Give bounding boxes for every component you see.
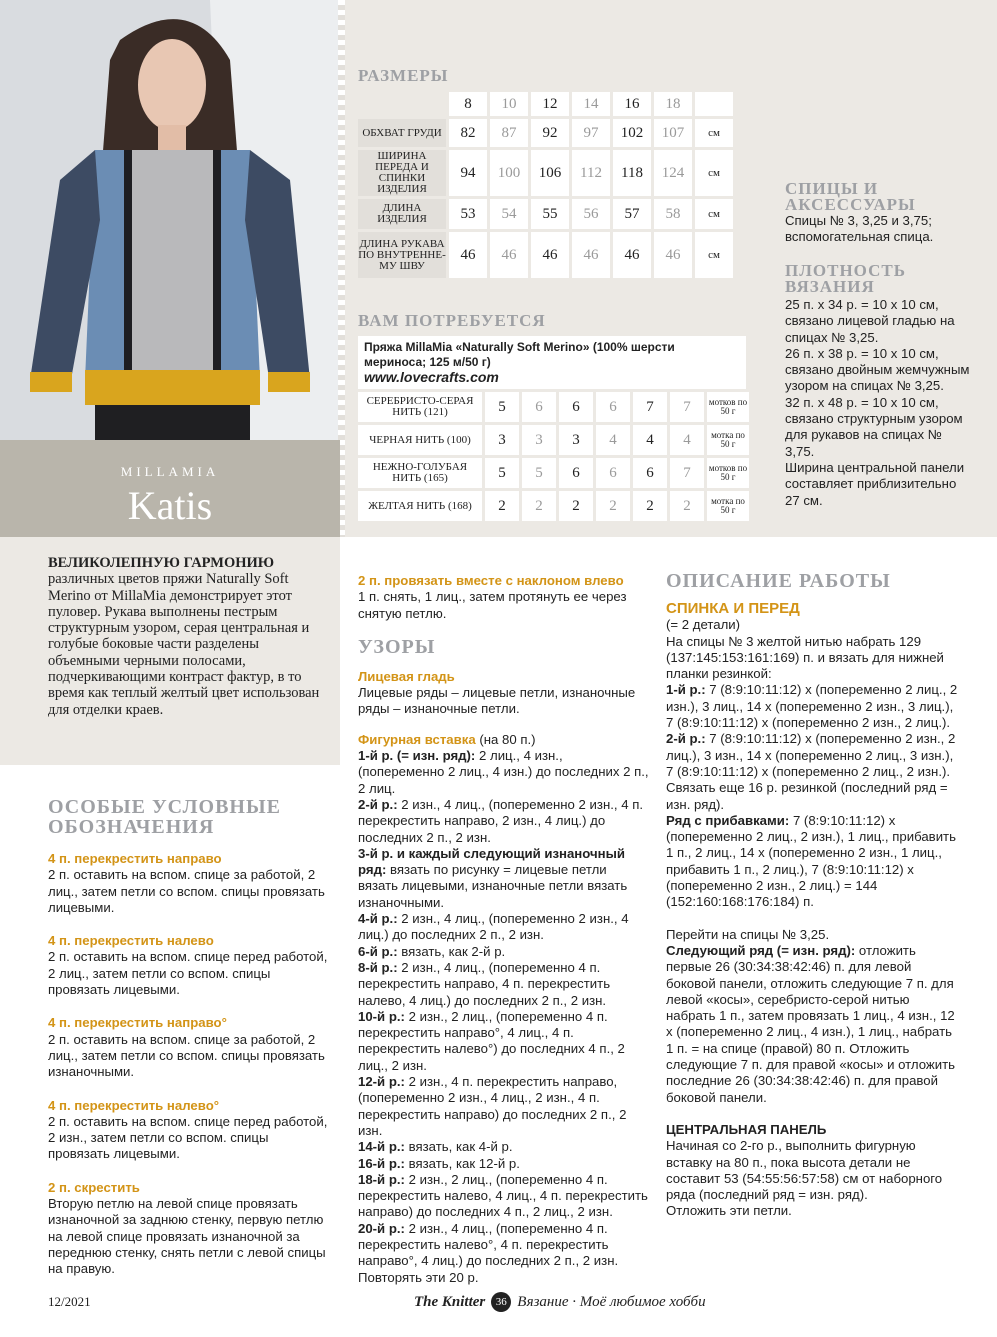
row-label: Следующий ряд (= изн. ряд): xyxy=(666,942,856,958)
row-text: 2 изн., 4 лиц., (попеременно 4 п. перекрестить налево°, 4 п. перекрестить направо°, 4 лиц.) до последних 2 п., 2 изн. xyxy=(358,1220,619,1269)
size-header: 8 xyxy=(449,92,487,116)
cast-on: На спицы № 3 желтой нитью набрать 129 (137:145:153:161:169) п. и вязать для нижней планки резинкой: xyxy=(666,633,944,682)
cell: 7 xyxy=(670,458,704,488)
insert-row xyxy=(358,1156,650,1172)
needles-block xyxy=(785,181,985,246)
cell: 2 xyxy=(559,491,593,521)
row-label: Ряд с прибавками: xyxy=(666,812,790,828)
yarn-intro: Пряжа MillaMia «Naturally Soft Merino» (100% шерсти мериноса; 125 м/50 г) xyxy=(364,340,675,369)
row-text: отложить первые 26 (30:34:38:42:46) п. для левой боковой панели, отложить следующие 7 п. для левой «косы», серебристо-серой нитью набрать 1 п., затем провязать 1 лиц., 4 изн., 12 х (попеременно 2 лиц., 4 изн.), 1 лиц., набрать 1 п. = на спице (правой) 80 п. Отложить следующие 7 п. для правой «косы» и отложить последние 26 (30:34:38:42:46) п. для правой боковой панели. xyxy=(666,942,956,1105)
row-label: ДЛИНА РУКАВА ПО ВНУТРЕННЕ-МУ ШВУ xyxy=(358,232,446,278)
cell: 100 xyxy=(490,150,528,196)
page-number: 36 xyxy=(491,1292,511,1312)
brand-box xyxy=(0,440,340,537)
symbol-text: 2 п. оставить на вспом. спице за работой, 2 лиц., затем петли со вспом. спицы провязать изнаночными. xyxy=(48,1031,325,1080)
yarn-table xyxy=(355,389,752,524)
row-label: 4-й р.: xyxy=(358,911,398,927)
row-label: 18-й р.: xyxy=(358,1171,405,1187)
row-label: 2-й р.: xyxy=(666,731,706,747)
cell: 46 xyxy=(613,232,651,278)
yarn-header xyxy=(358,336,746,389)
symbols-block xyxy=(48,797,330,1278)
row-text: вязать, как 12-й р. xyxy=(408,1155,520,1171)
size-header: 18 xyxy=(654,92,692,116)
insert-row xyxy=(358,960,650,1009)
row-label: НЕЖНО-ГОЛУБАЯ НИТЬ (165) xyxy=(358,458,482,488)
unit-cell: см xyxy=(695,199,733,229)
unit-cell: мотка по 50 г xyxy=(707,425,749,455)
back-note: (= 2 детали) xyxy=(666,617,741,633)
symbol-text: Вторую петлю на левой спице провязать изнаночной за заднюю стенку, первую петлю на левой спице провязать изнаночной за переднюю стенку, снять петли с левой спицы на правую. xyxy=(48,1196,326,1277)
row-label: ЖЕЛТАЯ НИТЬ (168) xyxy=(358,491,482,521)
work-title: ОПИСАНИЕ РАБОТЫ xyxy=(666,570,891,592)
cell: 46 xyxy=(531,232,569,278)
cell: 46 xyxy=(654,232,692,278)
sizes-table xyxy=(355,89,736,281)
patterns-title: УЗОРЫ xyxy=(358,635,436,658)
work-column xyxy=(666,570,958,1220)
size-header: 16 xyxy=(613,92,651,116)
symbol-text: 2 п. оставить на вспом. спице за работой, 2 лиц., затем петли со вспом. спицы провязать лицевыми. xyxy=(48,867,325,915)
cell: 112 xyxy=(572,150,610,196)
row-label: 10-й р.: xyxy=(358,1008,405,1024)
cell: 56 xyxy=(572,199,610,229)
cell: 2 xyxy=(670,491,704,521)
row-label: 6-й р.: xyxy=(358,943,398,959)
row-text: вязать по рисунку = лицевые петли вязать лицевыми, изнаночные петли вязать изнаночными. xyxy=(358,862,628,910)
footer-magazine xyxy=(414,1292,706,1312)
cell: 6 xyxy=(633,458,667,488)
sizes-corner xyxy=(358,92,446,116)
row-text: 7 (8:9:10:11:12) х (попеременно 2 изн., 2 лиц.), 3 изн., 14 х (попеременно 2 лиц., 3 изн.), 7 (8:9:10:11:12) х (попеременно 2 лиц., 2 изн.). xyxy=(666,731,956,779)
intro-body: различных цветов пряжи Naturally Soft Merino от MillaMia демонстрирует этот пуловер. Рукава выполнены пестрым структурным узором, серая центральная и голубые боковые части разделены объемными черными полосами, подчеркивающими контраст фактур, в то время как теплый желтый цвет использован для отделки краев. xyxy=(48,571,320,718)
cell: 118 xyxy=(613,150,651,196)
row-label: 8-й р.: xyxy=(358,959,398,975)
cell: 46 xyxy=(449,232,487,278)
cell: 107 xyxy=(654,119,692,147)
size-header: 10 xyxy=(490,92,528,116)
need-title: ВАМ ПОТРЕБУЕТСЯ xyxy=(358,311,546,330)
switch-needles: Перейти на спицы № 3,25. xyxy=(666,926,830,942)
row-text: 2 изн., 4 лиц., (попеременно 2 изн., 4 п. перекрестить направо, 2 изн., 4 лиц.) до последних 2 п., 2 изн. xyxy=(358,796,644,845)
insert-row xyxy=(358,846,650,911)
row-label: 12-й р.: xyxy=(358,1074,405,1090)
unit-cell: см xyxy=(695,150,733,196)
cell: 55 xyxy=(531,199,569,229)
row-text: 7 (8:9:10:11:12) х (попеременно 2 лиц., 2 изн.), 1 лиц., прибавить 1 п., 2 лиц., 14 х (попеременно 2 изн., 1 лиц., прибавить 1 п., 2 лиц.), 7 (8:9:10:11:12) х (попеременно 2 изн., 2 лиц.) = 144 (152:160:168:176:184) п. xyxy=(666,812,956,910)
row-text: вязать, как 4-й р. xyxy=(408,1139,513,1155)
cell: 4 xyxy=(633,425,667,455)
cell: 92 xyxy=(531,119,569,147)
symbol-term: 4 п. перекрестить направо° xyxy=(48,1015,227,1031)
insert-row xyxy=(358,1139,650,1155)
center-text: Начиная со 2-го р., выполнить фигурную вставку на 80 п., пока высота детали не составит 53 (54:55:56:57:58) см от наборного ряда (последний ряд = изн. ряд). xyxy=(666,1138,943,1203)
table-row xyxy=(358,199,733,229)
cell: 54 xyxy=(490,199,528,229)
density-line: 26 п. х 38 р. = 10 х 10 см, связано двойным жемчужным узором на спицах № 3,25. xyxy=(785,345,970,394)
row-text: 7 (8:9:10:11:12) х (попеременно 2 лиц., 2 изн.), 3 лиц., 14 х (попеременно 2 изн., 3 лиц.), 7 (8:9:10:11:12) х (попеременно 2 изн., 2 лиц.). xyxy=(666,682,958,731)
table-row xyxy=(358,150,733,196)
symbols-title: ОСОБЫЕ УСЛОВНЫЕ ОБОЗНАЧЕНИЯ xyxy=(48,796,281,838)
insert-note: (на 80 п.) xyxy=(479,731,536,747)
cell: 2 xyxy=(633,491,667,521)
row-label: 20-й р.: xyxy=(358,1220,405,1236)
density-line: 32 п. х 48 р. = 10 х 10 см, связано структурным узором для рукавов на спицах № 3,75. xyxy=(785,394,963,459)
cell: 2 xyxy=(596,491,630,521)
patterns-column xyxy=(358,573,650,1286)
table-row xyxy=(358,119,733,147)
cell: 57 xyxy=(613,199,651,229)
density-line: 25 п. х 34 р. = 10 х 10 см, связано лицевой гладью на спицах № 3,25. xyxy=(785,297,955,345)
row-text: 2 изн., 4 лиц., (попеременно 2 изн., 4 лиц.) до последних 2 п., 2 изн. xyxy=(358,911,629,943)
row-label: 3-й р. и каждый следующий изнаночный ряд: xyxy=(358,845,625,878)
row-label: 1-й р.: xyxy=(666,682,706,698)
stockinette-text: Лицевые ряды – лицевые петли, изнаночные ряды – изнаночные петли. xyxy=(358,685,636,717)
unit-cell: см xyxy=(695,119,733,147)
cell: 58 xyxy=(654,199,692,229)
density-title: ПЛОТНОСТЬ ВЯЗАНИЯ xyxy=(785,261,906,296)
symbol-term: 2 п. скрестить xyxy=(48,1179,140,1195)
cell: 3 xyxy=(485,425,519,455)
cell: 6 xyxy=(522,392,556,422)
cell: 94 xyxy=(449,150,487,196)
cell: 97 xyxy=(572,119,610,147)
symbol-text: 2 п. оставить на вспом. спице перед работой, 2 изн., затем петли со вспом. спицы провязать лицевыми. xyxy=(48,1113,328,1162)
table-row xyxy=(358,491,749,521)
cell: 7 xyxy=(633,392,667,422)
insert-row xyxy=(358,1221,650,1270)
needles-title: СПИЦЫ И АКСЕССУАРЫ xyxy=(785,179,916,214)
cell: 6 xyxy=(559,392,593,422)
cell: 46 xyxy=(490,232,528,278)
brand-name: MILLAMIA xyxy=(120,464,220,479)
row-label: 14-й р.: xyxy=(358,1139,405,1155)
cell: 3 xyxy=(559,425,593,455)
density-line: Ширина центральной панели составляет приблизительно 27 см. xyxy=(785,459,965,508)
symbol-term: 4 п. перекрестить направо xyxy=(48,851,222,866)
cell: 124 xyxy=(654,150,692,196)
size-header: 14 xyxy=(572,92,610,116)
center-title: ЦЕНТРАЛЬНАЯ ПАНЕЛЬ xyxy=(666,1121,827,1137)
row-text: 2 изн., 2 лиц., (попеременно 4 п. перекрестить налево, 4 лиц., 4 п. перекрестить направо) до последних 4 п., 2 лиц., 2 изн. xyxy=(358,1171,648,1220)
row-label: ШИРИНА ПЕРЕДА И СПИНКИ ИЗДЕЛИЯ xyxy=(358,150,446,196)
table-row xyxy=(358,232,733,278)
unit-cell: мотков по 50 г xyxy=(707,458,749,488)
symbol-term: 4 п. перекрестить налево° xyxy=(48,1097,220,1113)
row-text: 2 изн., 4 лиц., (попеременно 4 п. перекрестить направо, 4 п. перекрестить налево, 4 лиц.) до последних 2 п., 2 изн. xyxy=(358,959,611,1008)
intro-text xyxy=(48,555,328,718)
density-block xyxy=(785,263,970,509)
row-text: 2 изн., 2 лиц., (попеременно 4 п. перекрестить направо°, 4 лиц., 4 п. перекрестить налево°) до последних 4 п., 2 лиц., 2 изн. xyxy=(358,1008,625,1073)
cell: 7 xyxy=(670,392,704,422)
cell: 102 xyxy=(613,119,651,147)
cell: 3 xyxy=(522,425,556,455)
center-end: Отложить эти петли. xyxy=(666,1203,792,1219)
insert-row xyxy=(358,1009,650,1074)
cell: 4 xyxy=(670,425,704,455)
back-title: СПИНКА И ПЕРЕД xyxy=(666,600,800,617)
insert-row xyxy=(358,748,650,797)
cell: 106 xyxy=(531,150,569,196)
k2tog-text: 1 п. снять, 1 лиц., затем протянуть ее через снятую петлю. xyxy=(358,589,627,621)
size-header: 12 xyxy=(531,92,569,116)
symbol-term: 4 п. перекрестить налево xyxy=(48,933,214,949)
row-label: 1-й р. (= изн. ряд): xyxy=(358,748,476,764)
sizes-title: РАЗМЕРЫ xyxy=(358,66,449,85)
cell: 2 xyxy=(522,491,556,521)
cell: 5 xyxy=(485,392,519,422)
magazine-name: The Knitter xyxy=(414,1293,486,1310)
row-text: вязать, как 2-й р. xyxy=(401,943,506,959)
cell: 46 xyxy=(572,232,610,278)
table-row xyxy=(358,392,749,422)
magazine-tagline: Вязание · Моё любимое хобби xyxy=(517,1293,706,1310)
more-rows: Связать еще 16 р. резинкой (последний ряд = изн. ряд). xyxy=(666,780,948,812)
insert-row xyxy=(358,797,650,846)
row-text: 2 изн., 4 п. перекрестить направо, (попеременно 2 изн., 4 лиц., 2 изн., 4 п. перекрестить направо) до последних 2 п., 2 изн. xyxy=(358,1074,627,1138)
row-label: ЧЕРНАЯ НИТЬ (100) xyxy=(358,425,482,455)
table-row xyxy=(358,458,749,488)
insert-row xyxy=(358,1074,650,1139)
row-label: 2-й р.: xyxy=(358,796,398,812)
cell: 5 xyxy=(522,458,556,488)
k2tog-term: 2 п. провязать вместе с наклоном влево xyxy=(358,573,624,588)
cell: 6 xyxy=(596,458,630,488)
row-label: СЕРЕБРИСТО-СЕРАЯ НИТЬ (121) xyxy=(358,392,482,422)
yarn-url: www.lovecrafts.com xyxy=(364,369,499,385)
unit-cell: см xyxy=(695,232,733,278)
intro-lead: ВЕЛИКОЛЕПНУЮ ГАРМОНИЮ xyxy=(48,555,275,571)
cell: 5 xyxy=(485,458,519,488)
table-row xyxy=(358,425,749,455)
cell: 2 xyxy=(485,491,519,521)
insert-row xyxy=(358,1172,650,1221)
model-photo xyxy=(0,0,340,440)
symbol-text: 2 п. оставить на вспом. спице перед работой, 2 лиц., затем петли со вспом. спицы провязать лицевыми. xyxy=(48,949,328,998)
row-text: 2 лиц., 4 изн., (попеременно 2 лиц., 4 изн.) до последних 2 п., 2 лиц. xyxy=(358,748,649,796)
row-label: 16-й р.: xyxy=(358,1155,405,1171)
model-name: Katis xyxy=(127,483,213,528)
stockinette-title: Лицевая гладь xyxy=(358,668,455,684)
row-label: ОБХВАТ ГРУДИ xyxy=(358,119,446,147)
cell: 87 xyxy=(490,119,528,147)
insert-row xyxy=(358,944,650,960)
cell: 6 xyxy=(559,458,593,488)
insert-row xyxy=(358,911,650,944)
row-label: ДЛИНА ИЗДЕЛИЯ xyxy=(358,199,446,229)
sweater-illustration xyxy=(0,0,340,440)
repeat-text: Повторять эти 20 р. xyxy=(358,1269,479,1285)
unit-cell: мотка по 50 г xyxy=(707,491,749,521)
cell: 53 xyxy=(449,199,487,229)
cell: 82 xyxy=(449,119,487,147)
unit-cell: мотков по 50 г xyxy=(707,392,749,422)
cell: 4 xyxy=(596,425,630,455)
needles-text: Спицы № 3, 3,25 и 3,75; вспомогательная спица. xyxy=(785,213,934,245)
issue-number: 12/2021 xyxy=(48,1294,91,1309)
insert-title: Фигурная вставка xyxy=(358,731,476,747)
cell: 6 xyxy=(596,392,630,422)
